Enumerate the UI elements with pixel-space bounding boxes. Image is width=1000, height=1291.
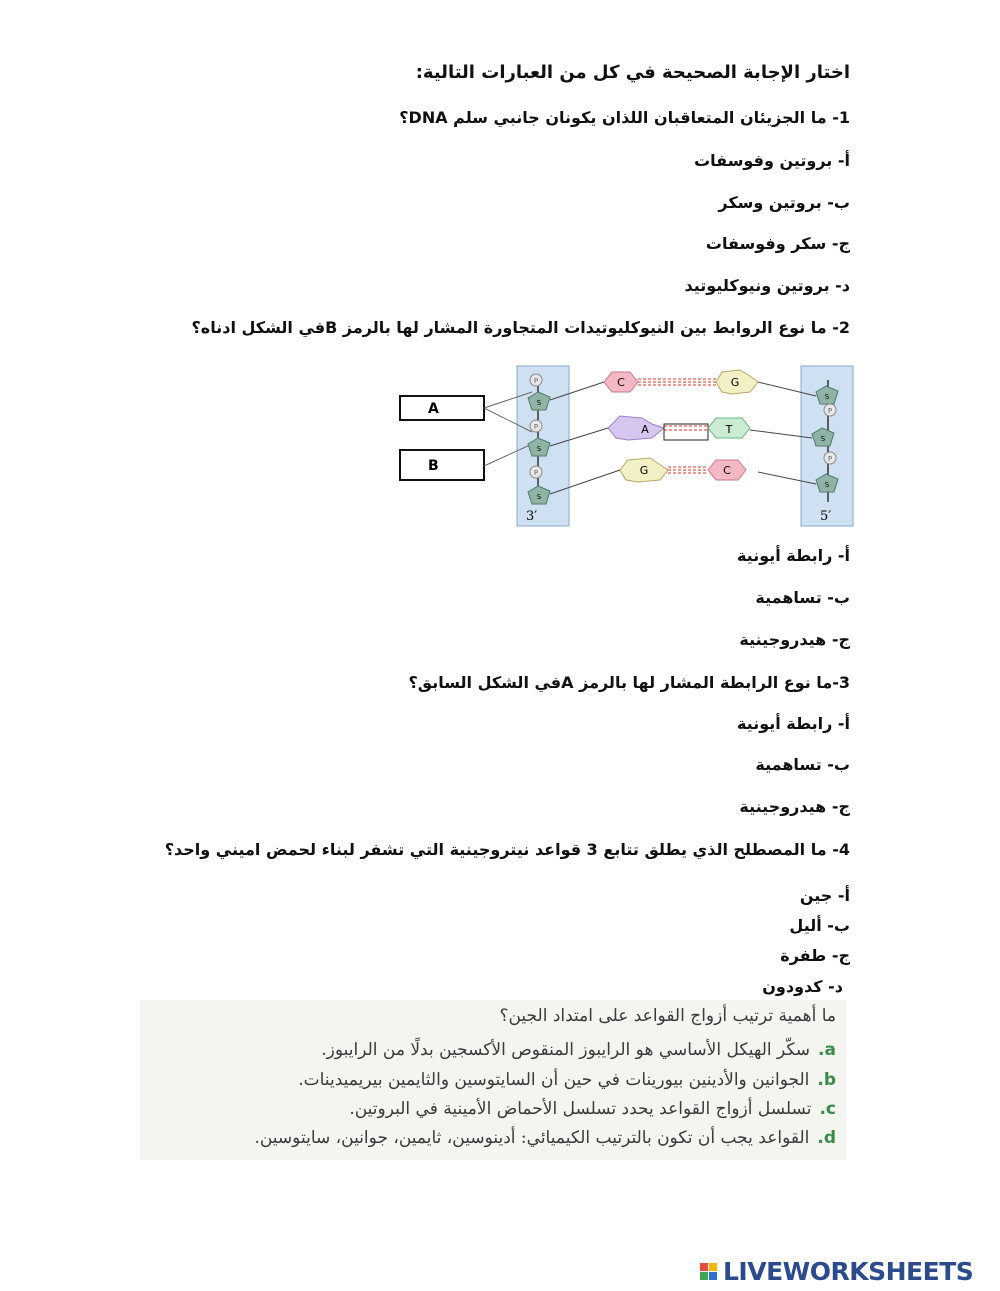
scanned-option-d-text: القواعد يجب أن تكون بالترتيب الكيميائي: أدينوسين، ثايمين، جوانين، سايتوسين. <box>254 1128 810 1148</box>
scanned-option-b-text: الجوانين والأدينين بيورينات في حين أن السايتوسين والثايمين بيريميدينات. <box>298 1070 810 1090</box>
base-c-2 <box>708 460 746 480</box>
question-4: 4- ما المصطلح الذي يطلق تتابع 3 قواعد نيتروجينية التي تشفر لبناء لحمض اميني واحد؟ <box>164 840 850 859</box>
q2-option-b[interactable]: ب- تساهمية <box>755 588 850 607</box>
scanned-option-b[interactable] <box>298 1070 836 1090</box>
question-3: 3-ما نوع الرابطة المشار لها بالرمز Aفي الشكل السابق؟ <box>408 673 850 692</box>
question-1: 1- ما الجزيئان المتعاقبان اللذان يكونان جانبي سلم DNA؟ <box>399 108 850 127</box>
worksheet-heading: اختار الإجابة الصحيحة في كل من العبارات التالية: <box>415 62 850 83</box>
q2-option-a[interactable]: أ- رابطة أيونية <box>736 546 850 565</box>
q3-option-b[interactable]: ب- تساهمية <box>755 755 850 774</box>
scanned-option-a[interactable] <box>321 1040 836 1060</box>
base-c-1 <box>604 372 638 392</box>
q4-option-a[interactable]: أ- جين <box>799 886 850 905</box>
scanned-option-c-text: تسلسل أزواج القواعد يحدد تسلسل الأحماض الأمينية في البروتين. <box>349 1099 812 1119</box>
label-b-box <box>400 450 484 480</box>
scanned-option-c[interactable] <box>349 1099 836 1119</box>
q4-option-b[interactable]: ب- أليل <box>789 916 850 935</box>
q1-option-c[interactable]: ج- سكر وفوسفات <box>705 234 850 253</box>
q4-option-d[interactable]: د- كدودون <box>762 977 843 996</box>
svg-text:S: S <box>536 493 542 501</box>
label-b: B <box>428 458 439 474</box>
left-phosphate-3 <box>530 466 542 478</box>
logo-blocks-icon <box>700 1263 717 1280</box>
q3-option-a[interactable]: أ- رابطة أيونية <box>736 714 850 733</box>
q3-option-c[interactable]: ج- هيدروجينية <box>739 797 850 816</box>
liveworksheets-logo <box>700 1256 992 1286</box>
base-g-2 <box>620 458 668 482</box>
base-a <box>608 416 664 440</box>
svg-text:G: G <box>730 376 740 389</box>
left-phosphate-2 <box>530 420 542 432</box>
end-3-prime: 3′ <box>526 509 538 524</box>
scanned-question-image <box>140 1000 846 1160</box>
scanned-option-d[interactable] <box>254 1128 836 1148</box>
q1-option-a[interactable]: أ- بروتين وفوسفات <box>694 151 850 170</box>
right-phosphate-2 <box>824 452 836 464</box>
scanned-option-c-letter: c. <box>819 1099 836 1119</box>
svg-text:T: T <box>725 423 733 436</box>
logo-text: LIVEWORKSHEETS <box>723 1256 974 1286</box>
svg-text:P: P <box>533 423 539 431</box>
label-a: A <box>428 401 439 417</box>
scanned-option-a-letter: a. <box>818 1040 836 1060</box>
label-a-box <box>400 396 484 420</box>
svg-text:P: P <box>827 455 833 463</box>
end-5-prime: 5′ <box>820 509 832 524</box>
svg-text:P: P <box>827 407 833 415</box>
scanned-option-a-text: سكّر الهيكل الأساسي هو الرايبوز المنقوص الأكسجين بدلًا من الرايبوز. <box>321 1040 811 1060</box>
base-t <box>708 418 750 438</box>
svg-text:S: S <box>824 393 830 401</box>
scanned-option-b-letter: b. <box>817 1070 836 1090</box>
svg-text:A: A <box>641 423 649 436</box>
svg-text:P: P <box>533 377 539 385</box>
svg-text:P: P <box>533 469 539 477</box>
svg-text:S: S <box>824 481 830 489</box>
q1-option-d[interactable]: د- بروتين ونيوكليوتيد <box>684 276 850 295</box>
q4-option-c[interactable]: ج- طفرة <box>780 946 850 965</box>
svg-text:G: G <box>639 464 649 477</box>
left-phosphate-1 <box>530 374 542 386</box>
right-phosphate-1 <box>824 404 836 416</box>
scanned-option-d-letter: d. <box>817 1128 836 1148</box>
svg-text:S: S <box>536 445 542 453</box>
q1-option-b[interactable]: ب- بروتين وسكر <box>718 193 850 212</box>
q2-option-c[interactable]: ج- هيدروجينية <box>739 630 850 649</box>
dna-diagram <box>398 362 860 532</box>
svg-text:S: S <box>536 399 542 407</box>
base-g-1 <box>716 370 758 394</box>
svg-text:S: S <box>820 435 826 443</box>
question-2: 2- ما نوع الروابط بين النيوكليوتيدات المتجاورة المشار لها بالرمز Bفي الشكل ادناه؟ <box>191 318 850 337</box>
svg-text:C: C <box>617 376 625 389</box>
scanned-question: ما أهمية ترتيب أزواج القواعد على امتداد الجين؟ <box>499 1006 836 1026</box>
svg-text:C: C <box>723 464 731 477</box>
